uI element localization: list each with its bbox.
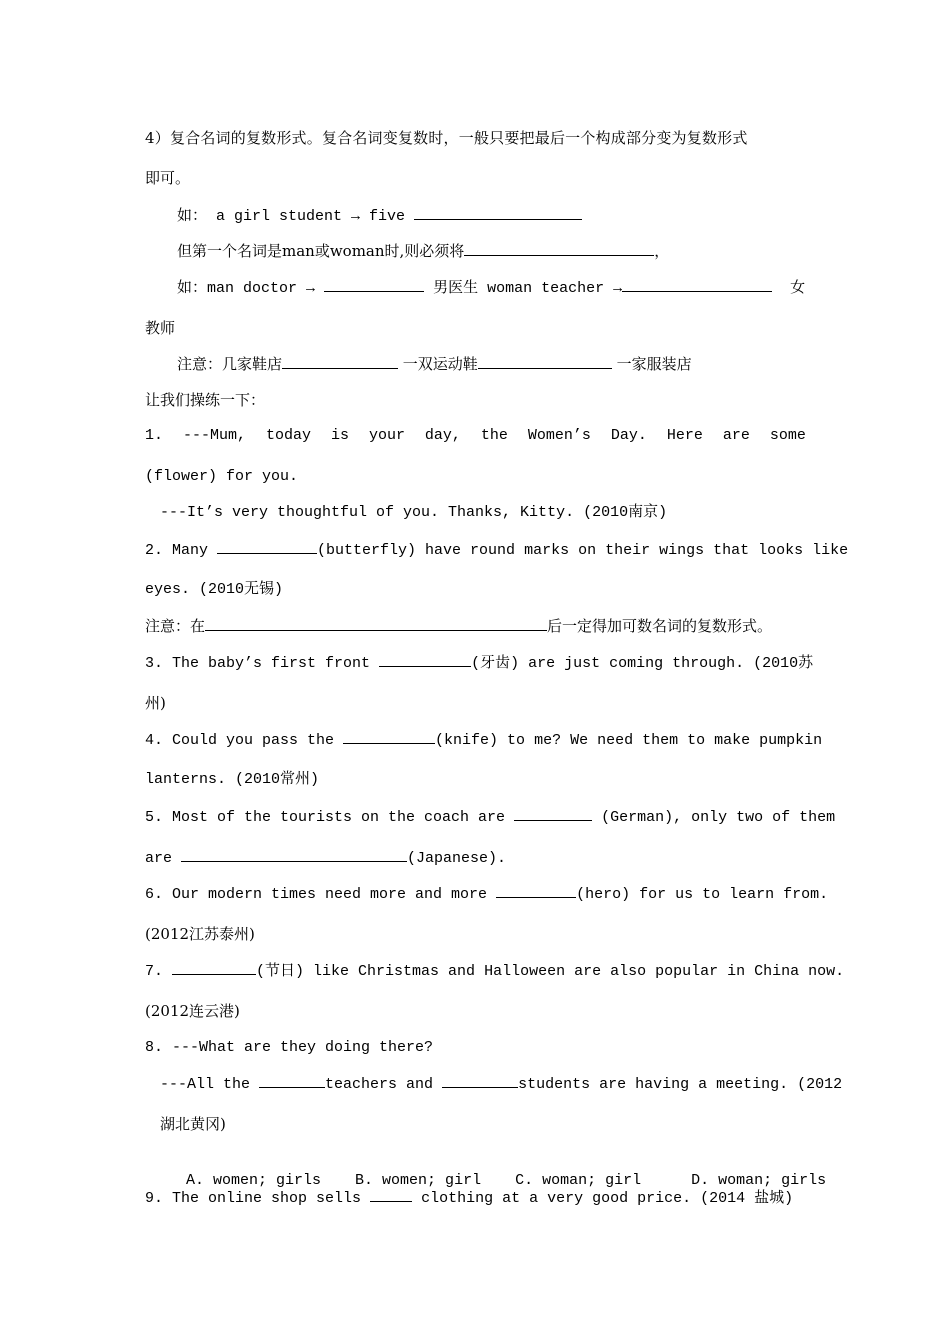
q7-text: (节日) like Christmas and Halloween are also popular in China now. [256,963,845,980]
answer-blank[interactable] [205,616,547,631]
question-1-cont: (flower) for you. [145,468,299,485]
question-3-cont: 州) [145,694,166,712]
q5-text: (German), only two of them [601,809,836,826]
q8-text: teachers and [325,1076,434,1093]
q7-text: 7. [145,963,164,980]
answer-blank[interactable] [370,1187,412,1202]
q1-word: is [330,427,349,444]
question-6 [145,883,828,905]
example-text: 男医生 woman teacher → [433,280,623,297]
question-1 [145,426,806,446]
answer-blank[interactable] [259,1073,325,1088]
answer-blank[interactable] [442,1073,518,1088]
rule-punct: ， [654,242,670,260]
note-text: 一双运动鞋 [402,355,478,373]
rule-man-woman [177,241,669,261]
q2-text: (butterfly) have round marks on their wings that looks like [317,542,849,559]
question-7-cont: (2012连云港) [145,1002,240,1020]
answer-blank[interactable] [478,354,612,369]
answer-blank[interactable] [622,277,772,292]
example-compound-2-cont: 教师 [145,319,176,337]
practice-title: 让我们操练一下： [145,391,266,409]
note-text: 一家服装店 [616,355,692,373]
answer-blank[interactable] [414,205,582,220]
q8-text: ---All the [160,1076,251,1093]
q4-text: (knife) to me? We need them to make pumpkin [435,732,823,749]
note-text: 注意：在 [145,617,206,635]
question-5 [145,806,835,828]
question-3 [145,652,813,674]
note-plural-rule [145,616,772,636]
question-4 [145,729,822,751]
q9-text: clothing at a very good price. (2014 盐城) [421,1190,794,1207]
answer-blank[interactable] [514,806,592,821]
q1-word: day, [424,427,461,444]
q3-text: (牙齿) are just coming through. (2010苏 [471,655,814,672]
question-8-reply [160,1073,842,1095]
q5-text: (Japanese). [407,850,507,867]
q5-text: are [145,850,173,867]
answer-blank[interactable] [496,883,576,898]
q9-text: 9. The online shop sells [145,1190,362,1207]
question-5-cont [145,847,506,869]
answer-blank[interactable] [181,847,407,862]
q8-text: students are having a meeting. (2012 [518,1076,843,1093]
q2-text: 2. Many [145,542,209,559]
q1-word: today [265,427,311,444]
q5-text: 5. Most of the tourists on the coach are [145,809,506,826]
q1-word: are [722,427,750,444]
answer-blank[interactable] [324,277,424,292]
q1-word: Here [666,427,703,444]
answer-blank[interactable] [282,354,398,369]
example-compound-1 [177,205,582,227]
question-7 [145,960,844,982]
question-9 [145,1187,793,1209]
option-a[interactable]: A. women; girls [186,1172,322,1189]
q1-word: Day. [610,427,647,444]
q4-text: 4. Could you pass the [145,732,335,749]
answer-blank[interactable] [379,652,471,667]
question-6-cont: (2012江苏泰州) [145,925,255,943]
q6-text: 6. Our modern times need more and more [145,886,488,903]
note-shops [177,354,692,374]
q1-word: 1. [145,427,164,444]
question-2 [145,539,848,561]
example-text: 女 [790,280,806,297]
question-1-reply: ---It’s very thoughtful of you. Thanks, Kitty. (2010南京) [160,504,668,521]
option-b[interactable]: B. women; girl [355,1172,482,1189]
section-heading-cont: 即可。 [145,169,191,187]
question-8-options [168,1151,826,1191]
answer-blank[interactable] [172,960,256,975]
question-4-cont: lanterns. (2010常州) [145,771,320,788]
q1-word: Women’s [527,427,591,444]
q6-text: (hero) for us to learn from. [576,886,829,903]
question-8-cont: 湖北黄冈) [160,1115,226,1133]
q1-word: the [480,427,508,444]
answer-blank[interactable] [464,241,654,256]
note-text: 后一定得加可数名词的复数形式。 [547,617,773,635]
note-text: 注意：几家鞋店 [177,355,283,373]
option-c[interactable]: C. woman; girl [515,1172,642,1189]
q1-word: some [769,427,806,444]
example-text: 如： a girl student → five [177,208,406,225]
q1-word: your [368,427,405,444]
rule-text: 但第一个名词是man或woman时,则必须将 [177,242,465,260]
answer-blank[interactable] [217,539,317,554]
question-2-cont: eyes. (2010无锡) [145,581,284,598]
example-text: 如：man doctor → [177,280,316,297]
section-heading: 4）复合名词的复数形式。复合名词变复数时，一般只要把最后一个构成部分变为复数形式 [145,129,748,147]
answer-blank[interactable] [343,729,435,744]
q1-word: ---Mum, [182,427,246,444]
question-8: 8. ---What are they doing there? [145,1039,434,1056]
example-compound-2 [177,277,805,299]
q3-text: 3. The baby’s first front [145,655,371,672]
option-d[interactable]: D. woman; girls [691,1172,827,1189]
